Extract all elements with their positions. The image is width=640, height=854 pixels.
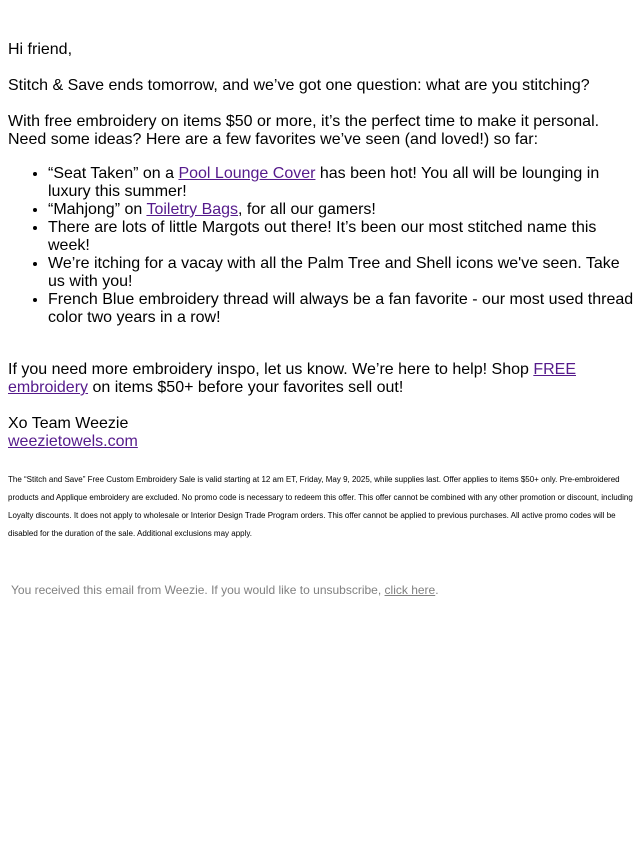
unsubscribe-link[interactable]: click here xyxy=(384,583,436,597)
greeting: Hi friend, xyxy=(8,41,73,58)
email-body xyxy=(8,41,634,599)
list-item xyxy=(48,201,634,219)
footer-text: You received this email from Weezie. If you would like to unsubscribe, xyxy=(11,583,385,597)
list-item: • There are lots of little Margots out there! It’s been our most stitched name this week! xyxy=(48,219,634,255)
spacer xyxy=(8,327,634,361)
list-item: • We’re itching for a vacay with all the Palm Tree and Shell icons we've seen. Take us with you! xyxy=(48,255,634,291)
cta-text: on items $50+ before your favorites sell out! xyxy=(88,379,404,396)
intro-paragraph: With free embroidery on items $50 or more, it’s the perfect time to make it personal. Need some ideas? Here are a few favorites we’ve seen (and loved!) so far: xyxy=(8,113,600,148)
website-link[interactable]: weezietowels.com xyxy=(8,433,138,450)
footer-end: . xyxy=(435,583,439,597)
signoff: Xo Team Weezie xyxy=(8,415,129,432)
legal-disclaimer: The “Stitch and Save” Free Custom Embroidery Sale is valid starting at 12 am ET, Friday, May 9, 2025, while supplies last. Offer applies to items $50+ only. Pre-embroidered products and Applique embroidery are excluded. No promo code is necessary to redeem this offer. This offer cannot be combined with any other promotion or discount, including Loyalty discounts. It does not apply to wholesale or Interior Design Trade Program orders. This offer cannot be applied to previous purchases. All active promo codes will be disabled for the duration of the sale. Additional exclusions may apply. xyxy=(8,475,633,538)
pool-lounge-cover-link[interactable]: Pool Lounge Cover xyxy=(178,165,316,182)
list-item xyxy=(48,165,634,201)
item-text: “Mahjong” on xyxy=(48,201,147,218)
list-item: • French Blue embroidery thread will always be a fan favorite - our most used thread color two years in a row! xyxy=(48,291,634,327)
lead-paragraph: Stitch & Save ends tomorrow, and we’ve got one question: what are you stitching? xyxy=(8,77,590,94)
free-embroidery-link[interactable]: FREE embroidery xyxy=(8,361,576,396)
item-text: “Seat Taken” on a xyxy=(48,165,179,182)
unsubscribe-footer xyxy=(8,581,634,599)
cta-text: If you need more embroidery inspo, let us know. We’re here to help! Shop xyxy=(8,361,534,378)
toiletry-bags-link[interactable]: Toiletry Bags xyxy=(146,201,239,218)
item-text: has been hot! You all will be lounging in luxury this summer! xyxy=(48,165,600,200)
cta-paragraph xyxy=(8,361,634,397)
favorites-list xyxy=(8,165,634,327)
item-text: , for all our gamers! xyxy=(238,201,376,218)
